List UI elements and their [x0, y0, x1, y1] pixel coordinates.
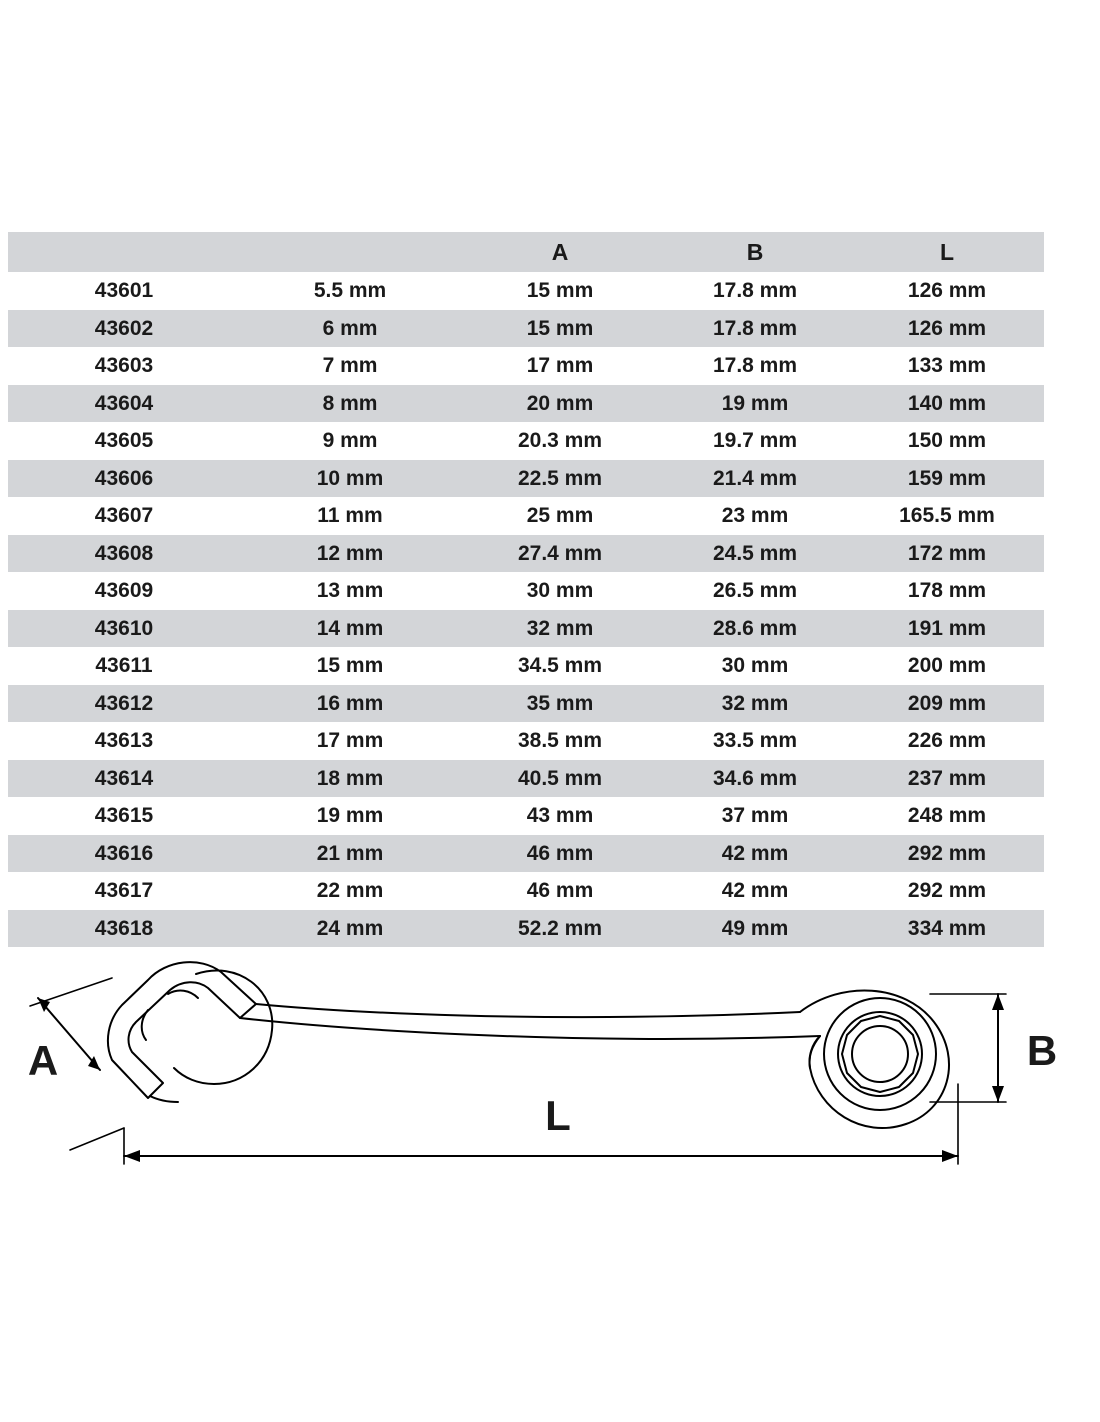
cell-b: 17.8 mm — [712, 316, 798, 340]
cell-size: 7 mm — [322, 354, 378, 377]
cell-code: 43601 — [94, 279, 154, 302]
cell-size: 13 mm — [316, 579, 384, 602]
cell-code: 43616 — [94, 841, 154, 865]
cell-a: 38.5 mm — [517, 729, 603, 752]
cell-b: 42 mm — [721, 879, 789, 902]
cell-code: 43604 — [94, 391, 154, 415]
cell-size: 6 mm — [322, 316, 378, 340]
table-row — [8, 910, 1044, 948]
cell-code: 43602 — [94, 316, 154, 340]
cell-b: 49 mm — [721, 916, 789, 940]
table-row — [8, 722, 1044, 760]
cell-code: 43615 — [94, 804, 154, 827]
cell-b: 34.6 mm — [712, 766, 798, 790]
cell-code: 43613 — [94, 729, 154, 752]
cell-a: 20.3 mm — [517, 429, 603, 452]
cell-l: 178 mm — [907, 579, 987, 602]
cell-size: 17 mm — [316, 729, 384, 752]
cell-l: 334 mm — [907, 916, 987, 940]
table-header-row — [8, 232, 1044, 272]
cell-l: 159 mm — [907, 466, 987, 490]
cell-size: 15 mm — [316, 654, 384, 677]
cell-a: 30 mm — [526, 579, 594, 602]
cell-l: 248 mm — [907, 804, 987, 827]
cell-a: 17 mm — [526, 354, 594, 377]
table-row — [8, 647, 1044, 685]
cell-size: 24 mm — [316, 916, 384, 940]
cell-code: 43606 — [94, 466, 154, 490]
cell-code: 43607 — [94, 504, 154, 527]
cell-a: 35 mm — [526, 691, 594, 715]
table-row — [8, 347, 1044, 385]
cell-code: 43617 — [94, 879, 154, 902]
cell-size: 5.5 mm — [313, 279, 387, 302]
cell-b: 37 mm — [721, 804, 789, 827]
cell-b: 23 mm — [721, 504, 789, 527]
cell-size: 16 mm — [316, 691, 384, 715]
cell-l: 226 mm — [907, 729, 987, 752]
table-row — [8, 535, 1044, 573]
cell-l: 191 mm — [907, 616, 987, 640]
cell-a: 15 mm — [526, 316, 594, 340]
cell-b: 24.5 mm — [712, 541, 798, 565]
cell-code: 43609 — [94, 579, 154, 602]
cell-size: 21 mm — [316, 841, 384, 865]
cell-b: 26.5 mm — [712, 579, 798, 602]
cell-l: 237 mm — [907, 766, 987, 790]
cell-l: 126 mm — [907, 279, 987, 302]
table-row — [8, 385, 1044, 423]
cell-l: 292 mm — [907, 841, 987, 865]
cell-size: 9 mm — [322, 429, 378, 452]
cell-a: 52.2 mm — [517, 916, 603, 940]
cell-code: 43610 — [94, 616, 154, 640]
cell-code: 43618 — [94, 916, 154, 940]
cell-a: 46 mm — [526, 879, 594, 902]
cell-b: 30 mm — [721, 654, 789, 677]
cell-b: 32 mm — [721, 691, 789, 715]
table-header — [8, 232, 1044, 272]
cell-code: 43603 — [94, 354, 154, 377]
cell-b: 42 mm — [721, 841, 789, 865]
cell-a: 40.5 mm — [517, 766, 603, 790]
dimension-label-a: A — [27, 1037, 59, 1084]
cell-code: 43611 — [95, 654, 153, 677]
column-header-code — [8, 232, 240, 272]
cell-b: 33.5 mm — [712, 729, 798, 752]
cell-size: 18 mm — [316, 766, 384, 790]
cell-l: 150 mm — [907, 429, 987, 452]
table-row — [8, 685, 1044, 723]
cell-a: 32 mm — [526, 616, 594, 640]
cell-a: 15 mm — [526, 279, 594, 302]
cell-b: 17.8 mm — [712, 354, 798, 377]
cell-code: 43614 — [94, 766, 154, 790]
cell-l: 140 mm — [907, 391, 987, 415]
wrench-specification-table — [8, 232, 1044, 947]
cell-b: 28.6 mm — [712, 616, 798, 640]
wrench-dimension-diagram — [0, 950, 1100, 1230]
cell-l: 172 mm — [907, 541, 987, 565]
table-row — [8, 610, 1044, 648]
cell-size: 10 mm — [316, 466, 384, 490]
cell-a: 34.5 mm — [517, 654, 603, 677]
cell-b: 21.4 mm — [712, 466, 798, 490]
cell-l: 209 mm — [907, 691, 987, 715]
cell-l: 133 mm — [907, 354, 987, 377]
column-header-l: L — [850, 232, 1044, 272]
cell-l: 165.5 mm — [899, 504, 995, 527]
column-header-a: A — [460, 232, 660, 272]
cell-size: 12 mm — [316, 541, 384, 565]
table-row — [8, 497, 1044, 535]
column-header-b: B — [660, 232, 850, 272]
table-body — [8, 272, 1044, 947]
cell-b: 19.7 mm — [712, 429, 798, 452]
cell-a: 25 mm — [526, 504, 594, 527]
cell-a: 46 mm — [526, 841, 594, 865]
table-row — [8, 460, 1044, 498]
cell-code: 43612 — [94, 691, 154, 715]
table-row — [8, 422, 1044, 460]
cell-a: 22.5 mm — [517, 466, 603, 490]
cell-size: 11 mm — [317, 504, 383, 527]
cell-a: 27.4 mm — [517, 541, 603, 565]
cell-code: 43608 — [94, 541, 154, 565]
cell-l: 200 mm — [907, 654, 987, 677]
cell-a: 20 mm — [526, 391, 594, 415]
cell-size: 14 mm — [316, 616, 384, 640]
table-row — [8, 272, 1044, 310]
cell-size: 8 mm — [322, 391, 378, 415]
table-row — [8, 835, 1044, 873]
cell-size: 22 mm — [316, 879, 384, 902]
cell-a: 43 mm — [526, 804, 594, 827]
cell-size: 19 mm — [316, 804, 384, 827]
dimension-label-l: L — [545, 1092, 571, 1139]
table-row — [8, 760, 1044, 798]
table-row — [8, 572, 1044, 610]
cell-code: 43605 — [94, 429, 154, 452]
cell-b: 17.8 mm — [712, 279, 798, 302]
table-row — [8, 310, 1044, 348]
column-header-size — [240, 232, 460, 272]
cell-b: 19 mm — [721, 391, 789, 415]
cell-l: 126 mm — [907, 316, 987, 340]
cell-l: 292 mm — [907, 879, 987, 902]
dimension-label-b: B — [1026, 1027, 1058, 1074]
table-row — [8, 872, 1044, 910]
table-row — [8, 797, 1044, 835]
